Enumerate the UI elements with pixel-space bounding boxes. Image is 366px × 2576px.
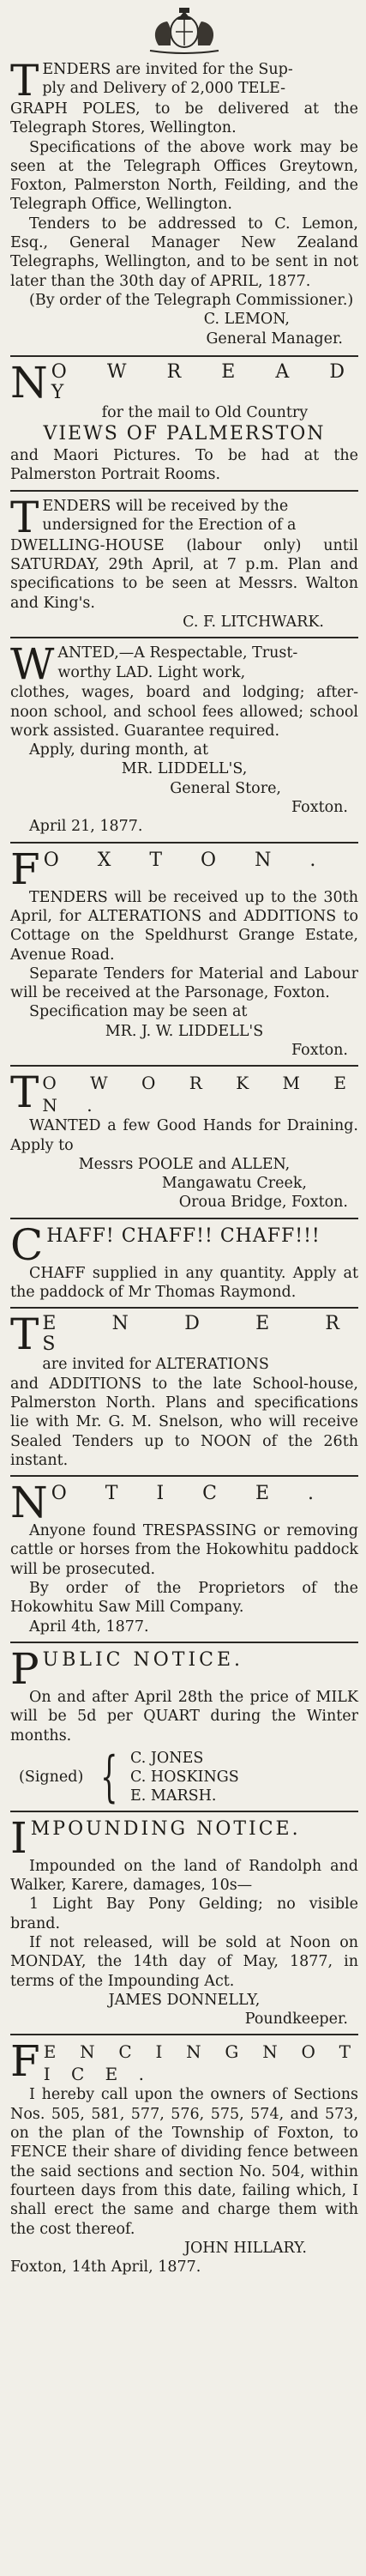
ad-text: (By order of the Telegraph Commissioner.) [29,291,354,309]
advertiser-place: Oroua Bridge, Foxton. [178,1194,348,1212]
ad-fencing-notice [10,2034,358,2277]
ad-dwelling-house [10,490,358,632]
drop-capital: T [10,56,39,106]
ad-chaff [10,1218,358,1303]
ad-text: If not released, will be sold at Noon on MONDAY, the 14th day of May, 1877, in terms of the Impounding Act. [10,1934,358,1990]
ad-text: CHAFF supplied in any quantity. Apply at the paddock of Mr Thomas Raymond. [10,1264,358,1302]
advertiser-name: Messrs POOLE and ALLEN, [78,1155,291,1173]
ad-heading: E N D E R S [42,1313,358,1356]
ad-heading: VIEWS OF PALMERSTON [43,423,326,445]
ad-heading: E N C I N G N O T I C E . [43,2041,358,2085]
ad-text: 1 Light Bay Pony Gelding; no visible brand. [10,1896,358,1932]
advertiser-name: JAMES DONNELLY, [108,1991,261,2009]
ad-text: Specification may be seen at [29,1003,248,1021]
ad-text-line: ANTED,—A Respectable, Trust- [57,644,298,662]
ad-text-line: are invited for ALTERATIONS [42,1356,269,1374]
signatory-names [130,1749,239,1805]
ad-heading: O T I C E . [51,1483,331,1505]
drop-capital: T [10,1067,39,1118]
drop-capital: P [10,1643,39,1694]
drop-capital: I [10,1812,27,1863]
advertiser-place: Mangawatu Creek, [161,1175,307,1193]
ad-text: TENDERS will be received up to the 30th April, for ALTERATIONS and ADDITIONS to Cottage on the Speldhurst Grange Estate, Avenue Road. [10,888,358,964]
brace-icon: { [100,1745,118,1809]
ad-date: Foxton, 14th April, 1877. [10,2259,201,2277]
signed-label: (Signed) [19,1768,84,1786]
ad-text-line: ENDERS will be received by the [42,497,289,515]
ad-text: Apply, during month, at [29,741,209,759]
ad-heading: HAFF! CHAFF!! CHAFF!!! [46,1225,321,1247]
ad-public-notice [10,1642,358,1809]
ad-text-line: worthy LAD. Light work, [57,663,246,681]
ad-now-ready [10,355,358,485]
drop-capital: F [10,2036,40,2087]
ad-wanted-lad [10,637,358,836]
ad-text: Impounded on the land of Randolph and Walker, Karere, damages, 10s— [10,1857,358,1895]
ad-text-line: undersigned for the Erection of a [42,517,297,535]
signatory-name: E. MARSH. [130,1787,217,1805]
signatory-name: C. HOSKINGS [130,1768,239,1786]
drop-capital: N [10,1478,48,1528]
ad-text: By order of the Proprietors of the Hokowhitu Saw Mill Company. [10,1580,358,1617]
advertiser-place: General Store, [170,779,281,797]
ad-impounding-notice [10,1811,358,2029]
ad-text: Specifications of the above work may be seen at the Telegraph Offices Greytown, Foxton, Palmerston North, Feilding, and the Telegraph Office, Wellington. [10,138,358,214]
ad-text: On and after April 28th the price of MILK will be 5d per QUART during the Winter months. [10,1688,358,1745]
drop-capital: W [10,639,55,690]
ad-telegraph-poles [10,0,358,348]
ad-foxton [10,842,358,1061]
ad-tenders-schoolhouse [10,1307,358,1470]
ad-text: Anyone found TRESPASSING or removing cattle or horses from the Hokowhitu paddock will be prosecuted. [10,1522,358,1578]
signature-name: C. LEMON, [203,311,290,329]
signature-title: General Manager. [206,330,343,348]
ad-text: I hereby call upon the owners of Sections Nos. 505, 581, 577, 576, 575, 574, and 573, on the plan of the Township of Foxton, to FENCE their share of dividing fence between the said sections and section No. 504, within fourteen days from this date, failing which, I shall erect the same and charge them with the cost thereof. [10,2086,358,2238]
ad-to-workmen [10,1065,358,1212]
ad-date: April 21, 1877. [29,818,143,836]
advertiser-place: Foxton. [291,1041,348,1059]
signature-name: C. F. LITCHWARK. [183,613,324,631]
advertiser-name: MR. LIDDELL'S, [121,760,248,778]
advertiser-name: MR. J. W. LIDDELL'S [105,1022,264,1040]
ad-text: and Maori Pictures. To be had at the Palmerston Portrait Rooms. [10,447,358,484]
ad-text: Tenders to be addressed to C. Lemon, Esq., General Manager New Zealand Telegraphs, Wellington, and to be sent in not later than the 30th day of APRIL, 1877. [10,215,358,290]
ad-text: GRAPH POLES, to be delivered at the Telegraph Stores, Wellington. [10,100,358,137]
ad-date: April 4th, 1877. [29,1618,149,1636]
ad-text: WANTED a few Good Hands for Draining. Apply to [10,1117,358,1154]
drop-capital: F [10,844,40,894]
advertiser-title: Poundkeeper. [244,2011,348,2029]
ad-text: clothes, wages, board and lodging; after-noon school, and school fees allowed; school work assisted. Guarantee required. [10,684,358,740]
ad-text: DWELLING-HOUSE (labour only) until SATURDAY, 29th April, at 7 p.m. Plan and specifications to be seen at Messrs. Walton and King's. [10,536,358,612]
advertiser-name: JOHN HILLARY. [183,2239,307,2257]
ad-heading: O W R E A D Y [51,360,358,403]
ad-heading: O X T O N . [43,849,333,871]
signatory-name: C. JONES [130,1749,204,1767]
ad-text-line: ENDERS are invited for the Sup- [42,61,293,78]
drop-capital: T [10,1309,39,1360]
signatories-block [19,1745,358,1809]
ad-heading: UBLIC NOTICE. [42,1648,244,1671]
ad-text-line: for the mail to Old Country [101,403,309,421]
ad-text: Separate Tenders for Material and Labour will be received at the Parsonage, Foxton. [10,964,358,1002]
drop-capital: N [10,357,48,408]
ad-notice-trespass [10,1475,358,1636]
drop-capital: T [10,492,39,542]
ad-text: and ADDITIONS to the late School-house, Palmerston North. Plans and specifications lie with Mr. G. M. Snelson, who will receive Sealed Tenders up to NOON of the 26th instant. [10,1375,358,1469]
ad-heading: O W O R K M E N . [42,1073,358,1116]
advertiser-place: Foxton. [291,799,348,817]
drop-capital: C [10,1219,44,1270]
ad-heading: MPOUNDING NOTICE. [30,1817,301,1840]
ad-text-line: ply and Delivery of 2,000 TELE- [42,80,286,98]
royal-coat-of-arms-icon [10,0,358,58]
